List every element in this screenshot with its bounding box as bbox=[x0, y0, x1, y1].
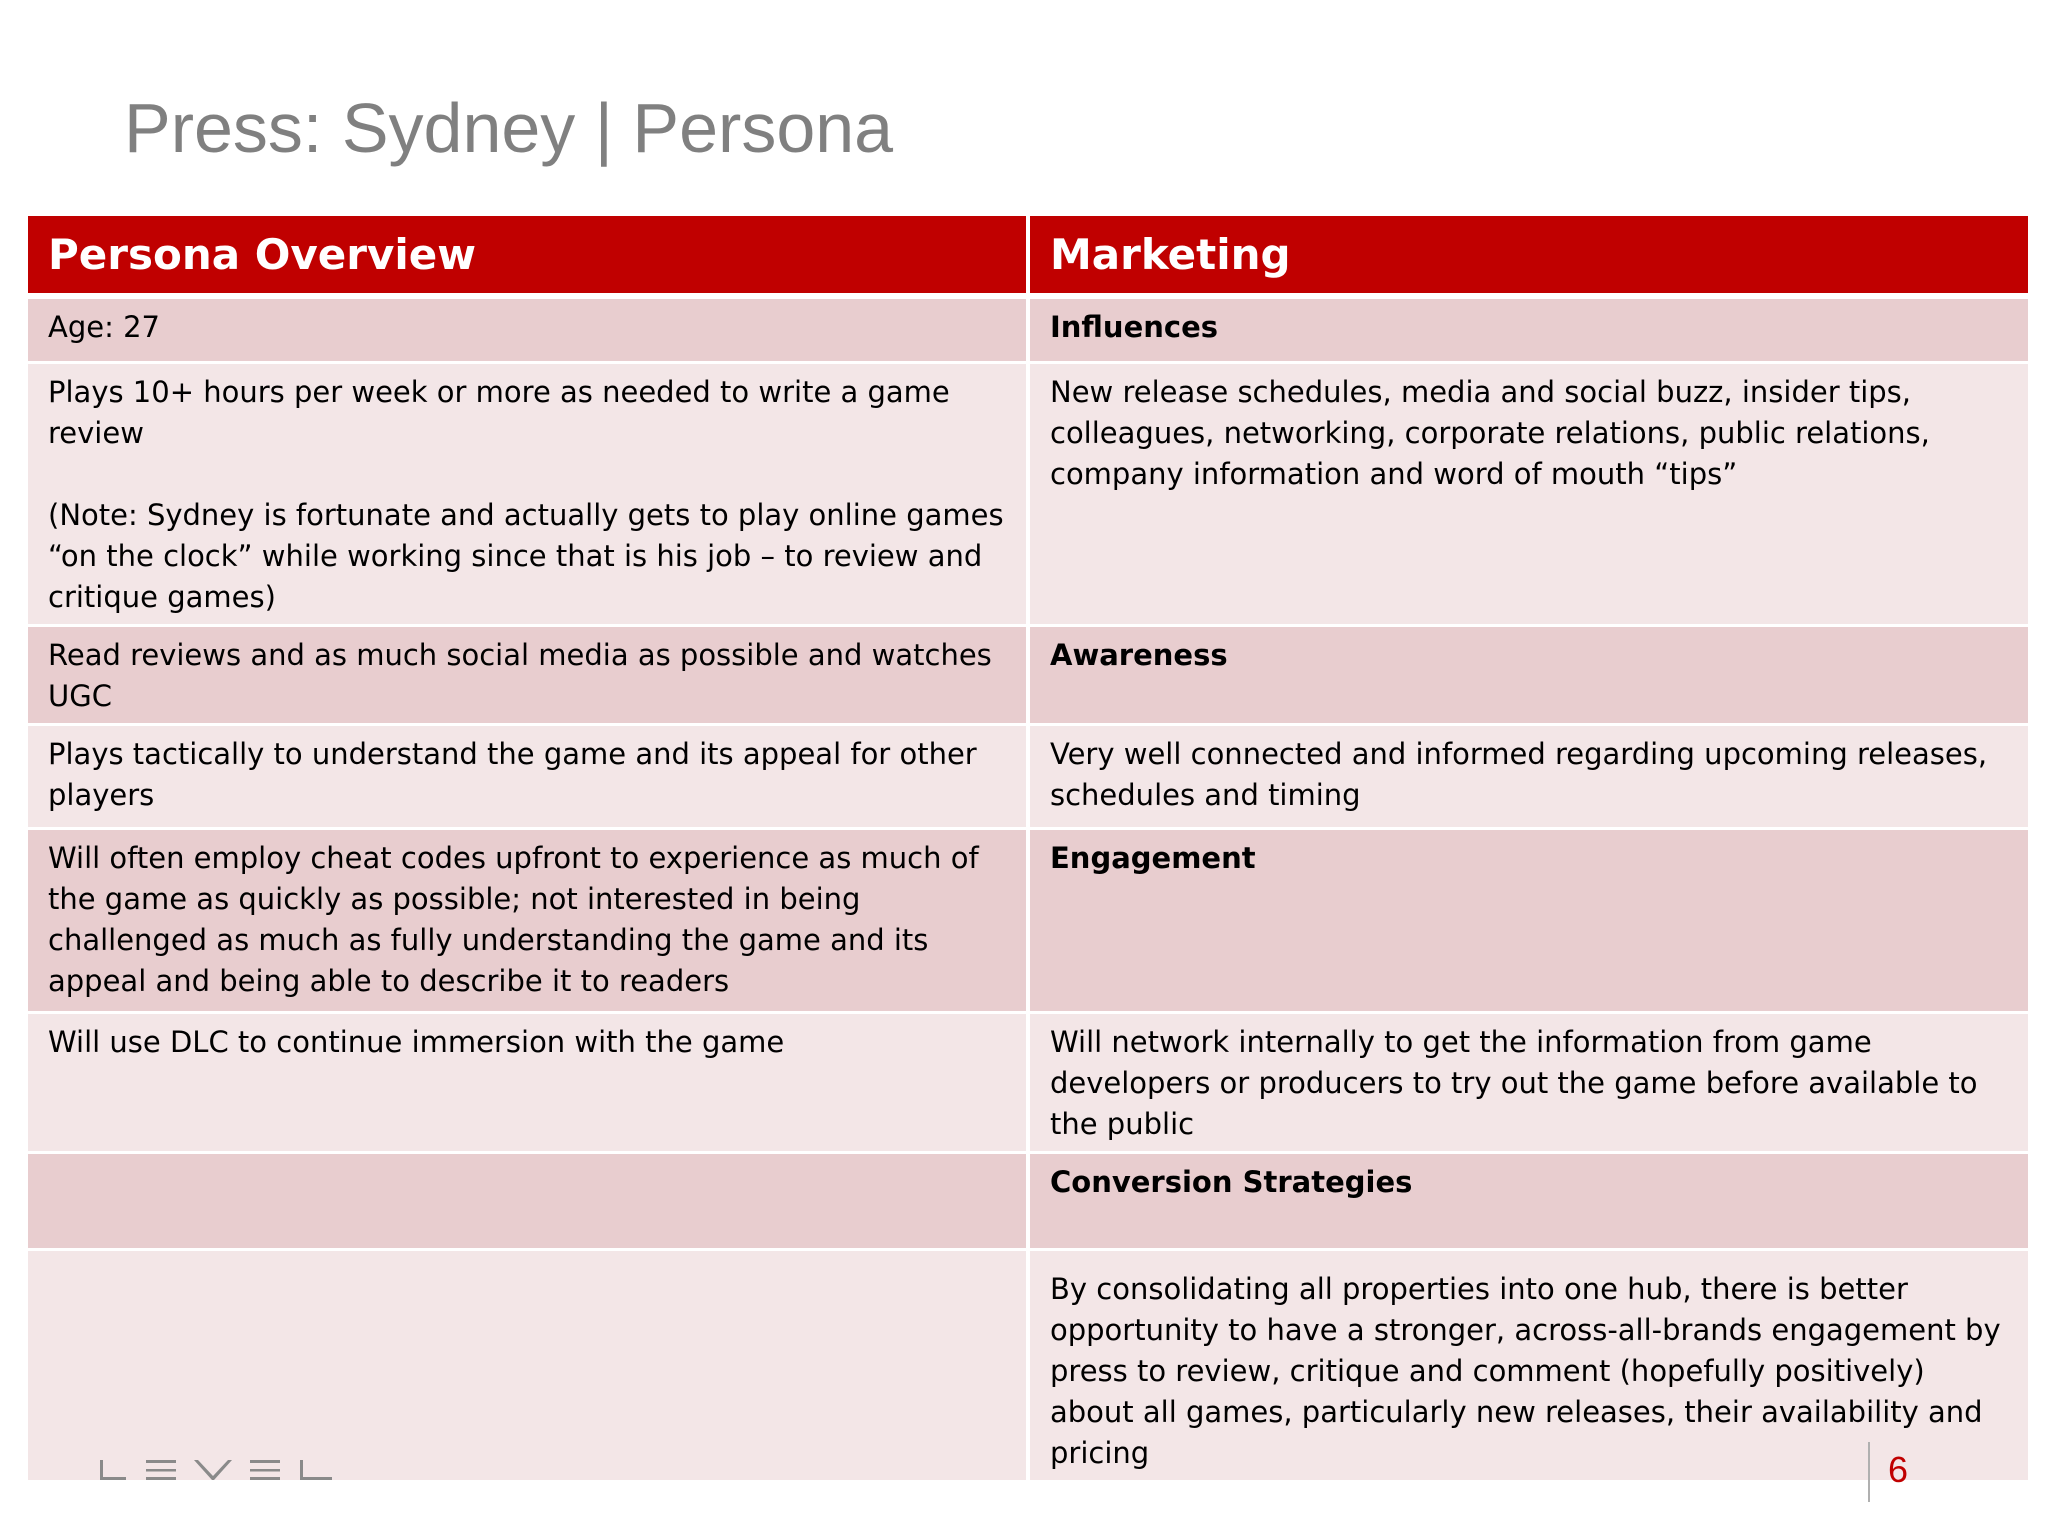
overview-play-hours-text: Plays 10+ hours per week or more as needed to write a game review (Note: Sydney is fortunate and actually gets to play online games “on the clock” while working since that is his job – to review and critique games) bbox=[48, 374, 1004, 614]
section-engagement: Engagement bbox=[1028, 828, 2028, 1012]
overview-age: Age: 27 bbox=[28, 296, 1028, 362]
table-row bbox=[28, 724, 2028, 828]
page-number-divider bbox=[1868, 1442, 1870, 1502]
header-marketing: Marketing bbox=[1028, 216, 2028, 296]
table-header-row bbox=[28, 216, 2028, 296]
engagement-text: Will network internally to get the information from game developers or producers to try out the game before available to the public bbox=[1028, 1012, 2028, 1152]
overview-empty-1 bbox=[28, 1152, 1028, 1249]
level-logo bbox=[100, 1456, 334, 1484]
persona-table bbox=[28, 216, 2028, 1483]
overview-empty-2 bbox=[28, 1249, 1028, 1481]
overview-reads-reviews: Read reviews and as much social media as possible and watches UGC bbox=[28, 625, 1028, 724]
table-row bbox=[28, 1249, 2028, 1481]
section-influences: Influences bbox=[1028, 296, 2028, 362]
table-row bbox=[28, 1152, 2028, 1249]
awareness-text: Very well connected and informed regarding upcoming releases, schedules and timing bbox=[1028, 724, 2028, 828]
section-conversion-strategies: Conversion Strategies bbox=[1028, 1152, 2028, 1249]
section-awareness: Awareness bbox=[1028, 625, 2028, 724]
influences-text: New release schedules, media and social buzz, insider tips, colleagues, networking, corporate relations, public relations, company information and word of mouth “tips” bbox=[1028, 362, 2028, 625]
table-row bbox=[28, 296, 2028, 362]
overview-play-hours bbox=[28, 362, 1028, 625]
overview-cheat-codes: Will often employ cheat codes upfront to experience as much of the game as quickly as possible; not interested in being challenged as much as fully understanding the game and its appeal and being able to describe it to readers bbox=[28, 828, 1028, 1012]
table-row bbox=[28, 828, 2028, 1012]
overview-plays-tactically: Plays tactically to understand the game and its appeal for other players bbox=[28, 724, 1028, 828]
table-row bbox=[28, 625, 2028, 724]
slide-title: Press: Sydney | Persona bbox=[124, 89, 894, 167]
page-number: 6 bbox=[1888, 1449, 1909, 1490]
table-row bbox=[28, 1012, 2028, 1152]
overview-dlc: Will use DLC to continue immersion with the game bbox=[28, 1012, 1028, 1152]
header-persona-overview: Persona Overview bbox=[28, 216, 1028, 296]
table-row bbox=[28, 362, 2028, 625]
conversion-strategies-text: By consolidating all properties into one hub, there is better opportunity to have a stronger, across-all-brands engagement by press to review, critique and comment (hopefully positively) about all games, particularly new releases, their availability and pricing bbox=[1028, 1249, 2028, 1481]
